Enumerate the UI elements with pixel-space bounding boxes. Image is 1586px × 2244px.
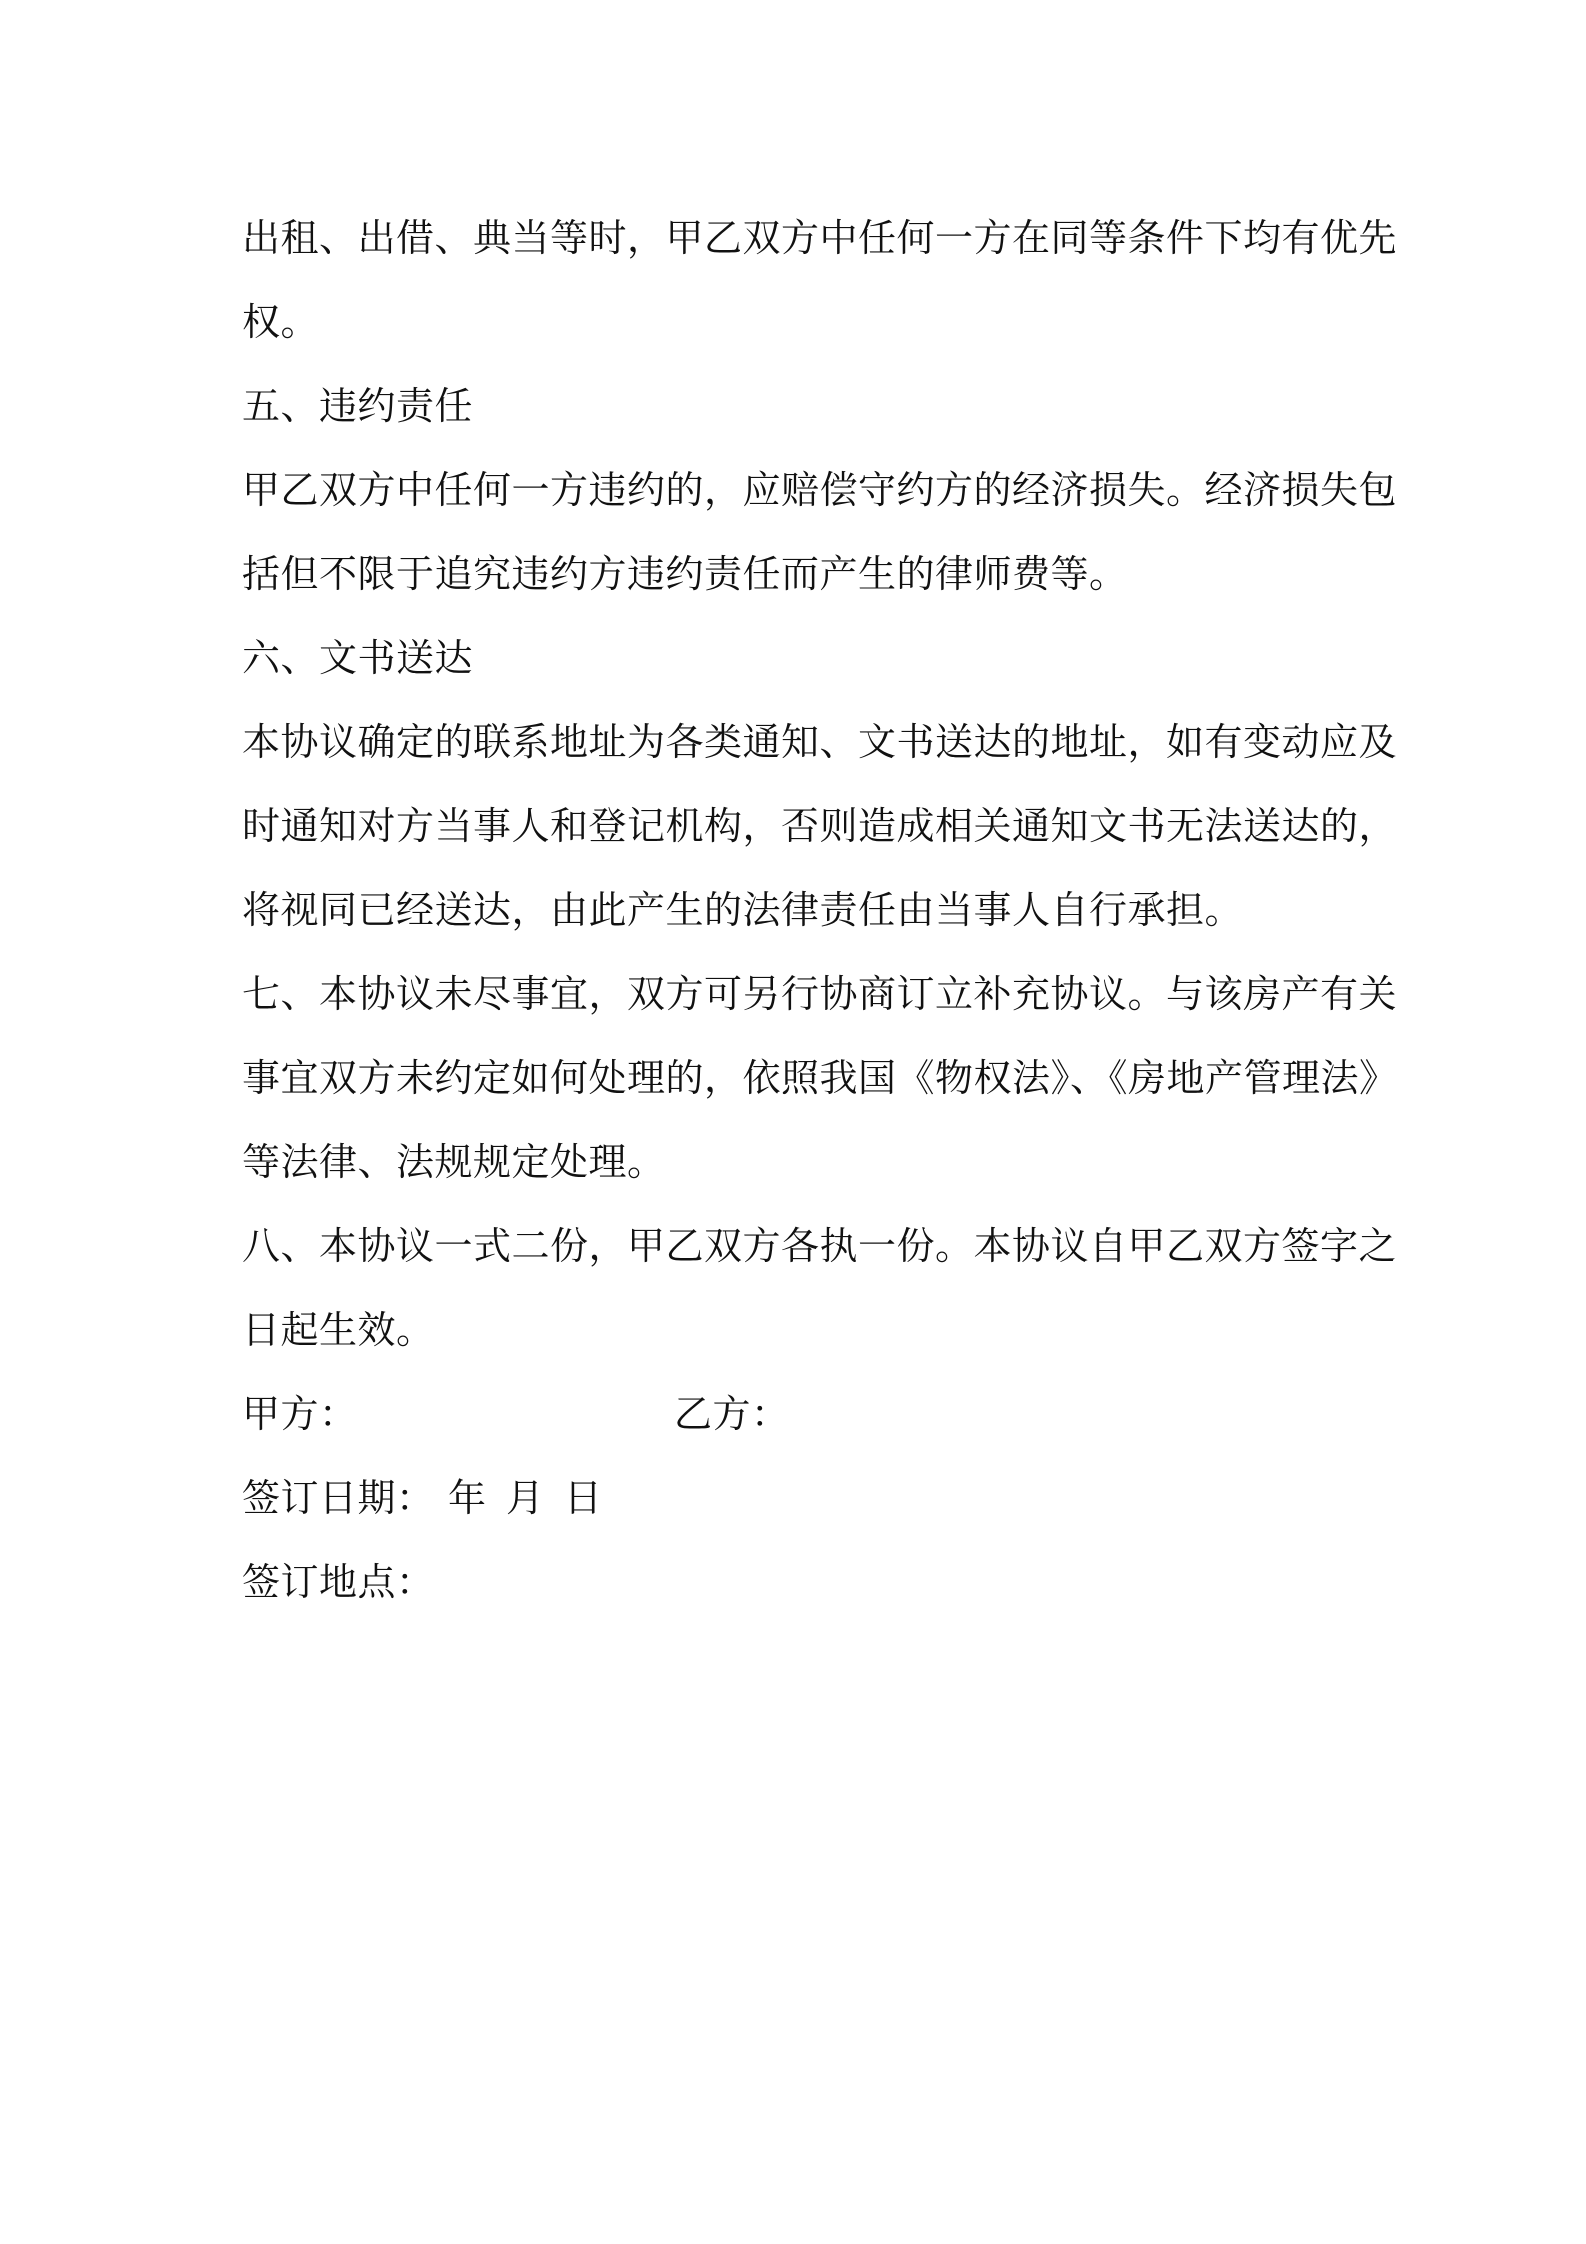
clause-seven-line-1: 七、本协议未尽事宜，双方可另行协商订立补充协议。与该房产有关 xyxy=(242,972,1398,1016)
signing-date-year: 年 xyxy=(448,1476,487,1520)
document-body xyxy=(242,196,1398,1624)
signing-date-row xyxy=(242,1456,1362,1540)
clause-seven-line-2: 事宜双方未约定如何处理的，依照我国《物权法》、《房地产管理法》 xyxy=(242,1056,1398,1100)
text-line-5: 括但不限于追究违约方违约责任而产生的律师费等。 xyxy=(242,552,1128,596)
text-line-9: 将视同已经送达，由此产生的法律责任由当事人自行承担。 xyxy=(242,888,1244,932)
signature-row xyxy=(242,1372,1362,1456)
text-line-4: 甲乙双方中任何一方违约的，应赔偿守约方的经济损失。经济损失包 xyxy=(242,468,1398,512)
text-line-7: 本协议确定的联系地址为各类通知、文书送达的地址，如有变动应及 xyxy=(242,720,1398,764)
party-b-label: 乙方： xyxy=(674,1392,790,1436)
text-line-8: 时通知对方当事人和登记机构，否则造成相关通知文书无法送达的， xyxy=(242,804,1398,848)
text-line-2: 权。 xyxy=(242,300,320,344)
signing-date-label: 签订日期： xyxy=(242,1476,435,1520)
signing-place-row xyxy=(242,1540,1362,1624)
section-heading-document-delivery: 六、文书送达 xyxy=(242,636,474,680)
signing-place-label: 签订地点： xyxy=(242,1560,435,1604)
signing-date-day: 日 xyxy=(564,1476,603,1520)
signing-date-month: 月 xyxy=(506,1476,545,1520)
party-a-label: 甲方： xyxy=(242,1392,358,1436)
text-line-1: 出租、出借、典当等时，甲乙双方中任何一方在同等条件下均有优先 xyxy=(242,216,1398,260)
section-heading-breach-liability: 五、违约责任 xyxy=(242,384,474,428)
clause-eight-line-1: 八、本协议一式二份，甲乙双方各执一份。本协议自甲乙双方签字之 xyxy=(242,1224,1398,1268)
clause-eight-line-2: 日起生效。 xyxy=(242,1308,435,1352)
clause-seven-line-3: 等法律、法规规定处理。 xyxy=(242,1140,666,1184)
